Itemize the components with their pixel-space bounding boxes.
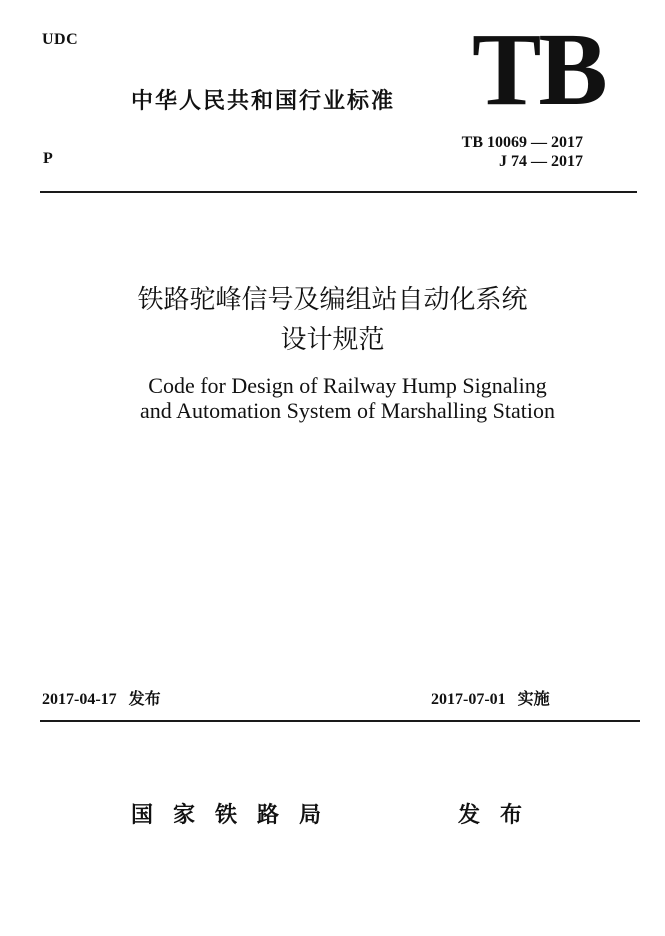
classification-code: P (43, 150, 53, 167)
issuer-action: 发布 (458, 803, 543, 828)
implement-label: 实施 (517, 689, 550, 708)
tb-logo: TB (472, 12, 605, 127)
issue-date-block (42, 686, 161, 709)
issuer-name: 国家铁路局 (131, 803, 342, 828)
implement-date-block (431, 686, 550, 709)
issue-date: 2017-04-17 (42, 691, 117, 708)
title-en-line1: Code for Design of Railway Hump Signaling (148, 373, 547, 398)
issue-label: 发布 (128, 689, 161, 708)
implement-date: 2017-07-01 (431, 691, 506, 708)
standard-codes (462, 133, 583, 171)
title-en-line2: and Automation System of Marshalling Station (140, 398, 555, 423)
bottom-divider (40, 720, 640, 722)
top-divider (40, 191, 637, 193)
title-cn-line2: 设计规范 (280, 325, 385, 355)
standard-category: 中华人民共和国行业标准 (131, 89, 396, 114)
udc-label: UDC (42, 31, 79, 48)
standard-number: TB 10069 — 2017 (461, 134, 583, 151)
title-cn-line1: 铁路驼峰信号及编组站自动化系统 (137, 285, 528, 315)
record-number: J 74 — 2017 (499, 153, 583, 170)
